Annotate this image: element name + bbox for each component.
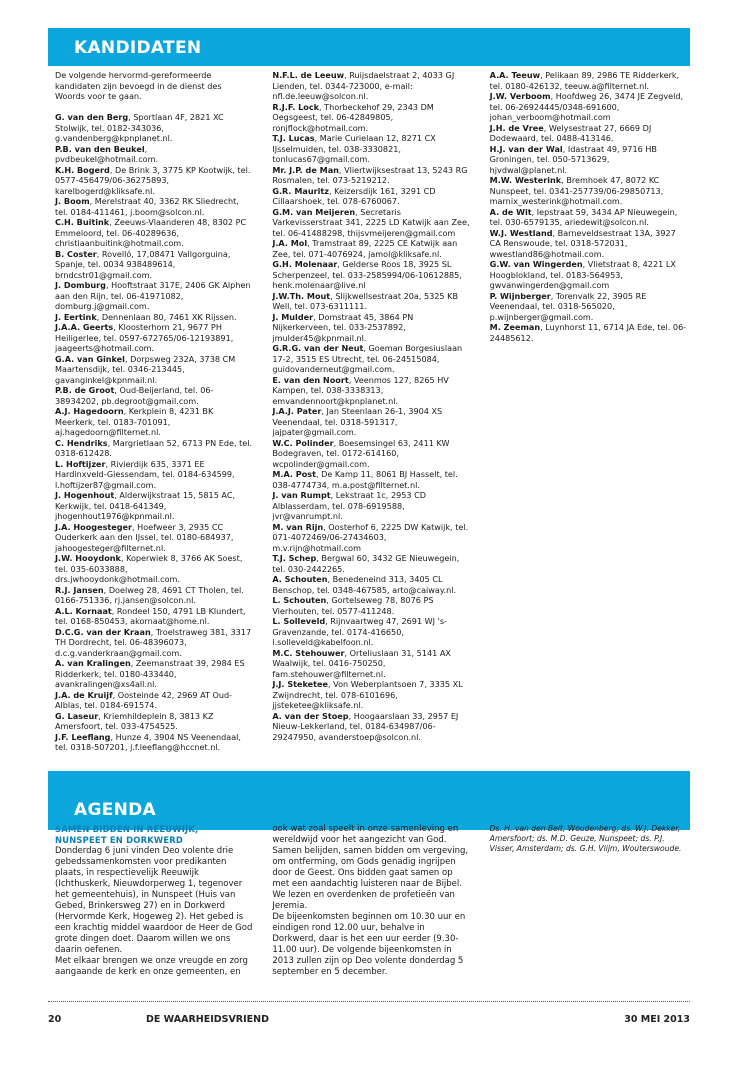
candidate-entry bbox=[55, 711, 252, 732]
agenda-banner bbox=[48, 771, 690, 830]
candidate-name: A.L. Kornaat bbox=[55, 605, 112, 616]
candidate-entry bbox=[55, 354, 252, 386]
candidate-name: R.J. Jansen bbox=[55, 584, 104, 595]
candidate-details: , Veenmos 127, 8265 HV Kampen, tel. 038-3338313, emvandennoort@kpnplanet.nl. bbox=[272, 374, 449, 406]
kandidaten-banner bbox=[48, 28, 690, 66]
candidate-details: , Zeeuws-Vlaanderen 48, 8302 PC Emmeloord, tel. 06-40289636, christiaanbuitink@hotmail.com. bbox=[55, 217, 247, 248]
candidate-entry bbox=[55, 606, 252, 627]
candidate-details: , Troelstraweg 381, 3317 TH Dordrecht, tel. 06-48396073, d.c.g.vanderkraan@gmail.com. bbox=[55, 626, 252, 658]
candidate-name: M.W. Westerink bbox=[489, 175, 562, 185]
candidate-name: G. Laseur bbox=[55, 710, 99, 721]
candidate-details: , Ruijsdaelstraat 2, 4033 GJ Lienden, tel. 0344-723000, e-mail: nfl.de.leeuw@solcon.nl. bbox=[272, 70, 455, 101]
candidate-entry bbox=[490, 70, 687, 91]
candidate-entry bbox=[55, 165, 252, 197]
footer-divider bbox=[48, 1001, 690, 1002]
candidate-details: , Rondeel 150, 4791 LB Klundert, tel. 0168-850453, akornaat@home.nl. bbox=[55, 605, 246, 626]
candidate-entry bbox=[55, 406, 252, 438]
candidate-name: J.A.A. Geerts bbox=[55, 322, 114, 332]
candidate-details: , Welysestraat 27, 6669 DJ Dodewaard, tel. 0488-413146. bbox=[489, 122, 652, 143]
candidate-details: , Keizersdijk 161, 3291 CD Cillaarshoek, tel. 078-6760067. bbox=[272, 185, 436, 206]
candidate-entry bbox=[490, 123, 687, 144]
candidate-name: G.R.G. van der Neut bbox=[272, 343, 364, 353]
candidate-entry bbox=[55, 690, 252, 711]
candidate-entry bbox=[272, 522, 469, 554]
candidate-details: , Dorpsweg 232A, 3738 CM Maartensdijk, tel. 0346-213445, gavanginkel@kpnmail.nl. bbox=[55, 353, 236, 385]
candidate-name: G.A. van Ginkel bbox=[55, 353, 125, 364]
candidate-entry bbox=[490, 228, 687, 260]
issue-date: 30 MEI 2013 bbox=[624, 1014, 690, 1025]
candidate-name: C. Hendriks bbox=[55, 437, 108, 448]
candidate-name: W.C. Polinder bbox=[272, 437, 334, 448]
candidate-details: , Idastraat 49, 9716 HB Groningen, tel. 050-5713629, hjvdwal@planet.nl. bbox=[489, 143, 657, 175]
candidate-name: A.J. Hagedoorn bbox=[55, 406, 124, 416]
candidate-entry bbox=[55, 459, 252, 491]
candidate-details: , Torenvalk 22, 3905 RE Veenendaal, tel. 0318-565020, p.wijnberger@gmail.com. bbox=[489, 290, 647, 322]
candidate-name: A. de Wit bbox=[489, 206, 532, 217]
candidate-details: , Zeemanstraat 39, 2984 ES Ridderkerk, tel. 0180-433440, avankralingen@xs4all.nl. bbox=[55, 658, 245, 689]
candidate-details: , Rijnvaartweg 47, 2691 WJ 's-Gravenzande, tel. 0174-416650, l.solleveld@kabelfoon.nl. bbox=[272, 616, 447, 647]
candidate-name: J.A. Hoogesteger bbox=[55, 521, 133, 532]
agenda-signature: Ds. H. van den Belt, Woudenberg; ds. W.J. Dekker, Amersfoort; ds. M.D. Geuze, Nunspeet; ds. P.J. Visser, Amsterdam; ds. G.H. Vlijm, Wouterswoude. bbox=[489, 824, 682, 853]
candidate-details: , Gortelseweg 78, 8076 PS Vierhouten, tel. 0577-411248. bbox=[272, 595, 434, 616]
candidate-details: , Hoogaarslaan 33, 2957 EJ Nieuw-Lekkerland, tel. 0184-634987/06-29247950, avanderstoep@solcon.nl. bbox=[272, 710, 459, 742]
candidate-details: , Dennenlaan 80, 7461 XK Rijssen. bbox=[96, 311, 237, 322]
candidate-entry bbox=[55, 553, 252, 585]
candidate-details: , Jan Steenlaan 26-1, 3904 XS Veenendaal, tel. 0318-591317, jajpater@gmail.com. bbox=[272, 406, 443, 437]
publication-name: DE WAARHEIDSVRIEND bbox=[146, 1014, 269, 1025]
candidate-name: N.F.L. de Leeuw bbox=[272, 70, 345, 80]
candidate-details: , Hoefweer 3, 2935 CC Ouderkerk aan den IJssel, tel. 0180-684937, jahoogesteger@filternet.nl. bbox=[55, 521, 234, 553]
candidate-details: , Barneveldsestraat 13A, 3927 CA Renswoude, tel. 0318-572031, wwestland86@hotmail.com. bbox=[489, 227, 676, 259]
candidate-entry bbox=[490, 91, 687, 123]
candidate-details: , Bremhoek 47, 8072 KC Nunspeet, tel. 0341-257739/06-29850713, marnix_westerink@hotmail.com. bbox=[489, 175, 664, 206]
kandidaten-title: KANDIDATEN bbox=[74, 38, 202, 58]
candidate-entry bbox=[272, 343, 469, 375]
candidate-name: D.C.G. van der Kraan bbox=[55, 626, 151, 637]
candidate-entry bbox=[55, 196, 252, 217]
candidate-name: A. van der Stoep bbox=[272, 710, 349, 721]
agenda-title: AGENDA bbox=[74, 800, 157, 820]
candidate-name: J.W. Hooydonk bbox=[55, 553, 121, 563]
candidate-name: M. Zeeman bbox=[489, 322, 541, 332]
candidate-details: , Secretaris Varkevisserstraat 341, 2225 LD Katwijk aan Zee, tel. 06-41488298, thijsvmeijeren@gmail.com bbox=[272, 206, 470, 238]
candidate-name: B. Coster bbox=[55, 248, 97, 259]
candidate-entry bbox=[55, 217, 252, 249]
candidate-details: , Marie Curielaan 12, 8271 CX IJsselmuiden, tel. 038-3330821, tonlucas67@gmail.com. bbox=[272, 133, 436, 164]
candidate-name: J.A.J. Pater bbox=[272, 406, 322, 416]
candidate-entry bbox=[272, 70, 469, 102]
candidate-entry bbox=[55, 732, 252, 753]
candidate-name: G.H. Molenaar bbox=[272, 259, 338, 269]
candidate-details: , Hunze 4, 3904 NS Veenendaal, tel. 0318-507201, j.f.leeflang@hccnet.nl. bbox=[55, 731, 241, 752]
candidate-name: L. Hoftijzer bbox=[55, 458, 106, 469]
candidate-entry bbox=[55, 522, 252, 554]
candidate-details: , Tramstraat 89, 2225 CE Katwijk aan Zee, tel. 071-4076924, jamol@kliksafe.nl. bbox=[272, 238, 458, 259]
candidate-entry bbox=[272, 312, 469, 344]
candidate-entry bbox=[272, 406, 469, 438]
candidate-entry bbox=[490, 207, 687, 228]
candidate-entry bbox=[55, 585, 252, 606]
candidate-name: L. Solleveld bbox=[272, 616, 326, 626]
candidate-details: , Merelstraat 40, 3362 RK Sliedrecht, tel. 0184-411461, j.boom@solcon.nl. bbox=[55, 196, 239, 217]
candidate-name: G.M. van Meijeren bbox=[272, 206, 356, 217]
candidate-entry bbox=[55, 280, 252, 312]
candidate-entry bbox=[490, 291, 687, 323]
candidate-entry bbox=[272, 165, 469, 186]
candidate-entry bbox=[272, 574, 469, 595]
candidate-name: A.A. Teeuw bbox=[489, 70, 541, 80]
candidate-entry bbox=[55, 112, 252, 144]
candidate-name: J. Domburg bbox=[55, 280, 106, 290]
candidate-details: , Boesemsingel 63, 2411 KW Bodegraven, tel. 0172-614160, wcpolinder@gmail.com. bbox=[272, 437, 450, 469]
candidate-name: W.J. Westland bbox=[489, 227, 553, 238]
candidate-details: , Lekstraat 1c, 2953 CD Alblasserdam, tel. 078-6919588, jvr@vanrumpt.nl. bbox=[272, 490, 427, 521]
candidate-details: , Vliertwijksestraat 13, 5243 RG Rosmalen, tel. 073-5219212. bbox=[272, 164, 468, 185]
candidate-name: P. Wijnberger bbox=[489, 290, 551, 301]
candidate-name: J. Eertink bbox=[55, 311, 97, 322]
candidate-details: , Koperwiek 8, 3766 AK Soest, tel. 035-6033888, drs.jwhooydonk@hotmail.com. bbox=[55, 553, 243, 584]
candidate-details: , Rivierdijk 635, 3371 EE Hardinxveld-Giessendam, tel. 0184-634599, l.hoftijzer87@gmail.com. bbox=[55, 458, 235, 490]
candidate-name: Mr. J.P. de Man bbox=[272, 164, 339, 175]
candidate-name: A. van Kralingen bbox=[55, 658, 131, 668]
candidate-details: , Kerkplein 8, 4231 BK Meerkerk, tel. 0183-701091, aj.hagedoorn@filternet.nl. bbox=[55, 406, 214, 437]
candidate-entry bbox=[272, 595, 469, 616]
candidate-name: M.C. Stehouwer bbox=[272, 647, 345, 658]
candidate-details: , Oosterhof 6, 2225 DW Katwijk, tel. 071-4072469/06-27434603, m.v.rijn@hotmail.com bbox=[272, 521, 469, 553]
candidate-entry bbox=[272, 375, 469, 407]
candidate-entry bbox=[272, 238, 469, 259]
candidate-details: , De Kamp 11, 8061 BJ Hasselt, tel. 038-4774734, m.a.post@filternet.nl. bbox=[272, 469, 458, 490]
candidate-name: J.F. Leeflang bbox=[55, 731, 111, 742]
candidate-entry bbox=[490, 175, 687, 207]
candidate-entry bbox=[272, 648, 469, 680]
candidate-details: , Rovelló, 17,08471 Vallgorguina, Spanje, tel. 0034 938489614, brndcstr01@gmail.com. bbox=[55, 248, 231, 280]
candidate-details: , Kriemhildeplein 8, 3813 KZ Amersfoort, tel. 033-4754525. bbox=[55, 710, 214, 731]
candidate-details: , Slijkwellsestraat 20a, 5325 KB Well, tel. 073-6311111. bbox=[272, 290, 459, 311]
candidate-details: , Hoofdweg 26, 3474 JE Zegveld, tel. 06-26924445/0348-691600, johan_verboom@hotmail.com bbox=[489, 91, 684, 122]
candidate-details: , Sportlaan 4F, 2821 XC Stolwijk, tel. 0182-343036, g.vandenberg@kpnplanet.nl. bbox=[55, 112, 224, 143]
candidate-entry bbox=[272, 711, 469, 743]
candidate-entry bbox=[272, 133, 469, 165]
candidate-entry bbox=[272, 102, 469, 134]
kandidaten-columns bbox=[55, 70, 687, 760]
candidate-entry bbox=[490, 322, 687, 343]
candidate-entry bbox=[272, 186, 469, 207]
agenda-paragraph: Met elkaar brengen we onze vreugde en zorg aangaande de kerk en onze gemeenten, en ook wat zoal speelt in onze samenleving en wereldwijd voor het aangezicht van God. Samen belijden, samen bidden om vergeving, om ontferming, om Gods genadig ingrijpen door de Geest. Ons bidden gaat samen op met een aandachtig luisteren naar de Bijbel. We lezen en overdenken de profetieën van Jeremia. bbox=[55, 824, 469, 977]
candidate-details: , Orteliuslaan 31, 5141 AX Waalwijk, tel. 0416-750250, fam.stehouwer@filternet.nl. bbox=[272, 647, 451, 679]
candidate-details: , Domstraat 45, 3864 PN Nijkerkerveen, tel. 033-2537892, jmulder45@kpnmail.nl. bbox=[272, 311, 414, 343]
candidate-details: , Margrietlaan 52, 6713 PN Ede, tel. 0318-612428. bbox=[55, 437, 253, 458]
candidate-entry bbox=[55, 627, 252, 659]
candidate-name: J. van Rumpt bbox=[272, 490, 331, 500]
candidate-details: , Benedeneind 313, 3405 CL Benschop, tel. 0348-467585, arto@caiway.nl. bbox=[272, 574, 457, 595]
candidate-details: , Kloosterhorn 21, 9677 PH Heiligerlee, tel. 0597-672765/06-12193891, jaageerts@hotmail.com. bbox=[55, 322, 234, 353]
candidate-name: J.J. Steketee bbox=[272, 679, 329, 689]
candidate-details: , Goeman Borgesiuslaan 17-2, 3515 ES Utrecht, tel. 06-24515084, guidovanderneut@gmail.com. bbox=[272, 343, 463, 374]
candidate-name: K.H. Bogerd bbox=[55, 164, 110, 175]
candidate-name: J.A. de Kruijf bbox=[55, 689, 113, 700]
candidate-details: , pvdbeukel@hotmail.com. bbox=[55, 143, 159, 164]
candidate-name: J.A. Mol bbox=[272, 238, 308, 248]
candidate-name: M.A. Post bbox=[272, 469, 316, 479]
agenda-paragraph: De bijeenkomsten beginnen om 10.30 uur en eindigen rond 12.00 uur, behalve in Dorkwerd, daar is het een uur eerder (9.30-11.00 uur). De volgende bijeenkomsten in 2013 zullen zijn op Deo volente donderdag 5 september en 5 december. bbox=[272, 912, 466, 977]
candidate-name: A. Schouten bbox=[272, 574, 328, 584]
candidate-details: , Vlietstraat 8, 4221 LX Hoogblokland, tel. 0183-564953, gwvanwingerden@gmail.com bbox=[489, 259, 676, 290]
candidate-name: G. van den Berg bbox=[55, 112, 129, 122]
candidate-name: J. Boom bbox=[55, 196, 90, 206]
candidate-entry bbox=[272, 553, 469, 574]
candidate-entry bbox=[272, 291, 469, 312]
candidate-name: G.R. Mauritz bbox=[272, 185, 329, 196]
candidate-name: P.B. van den Beukel bbox=[55, 143, 145, 154]
candidate-details: , Von Weberplantsoen 7, 3335 XL Zwijndrecht, tel. 078-6101696, jjsteketee@kliksafe.nl. bbox=[272, 679, 463, 710]
candidate-entry bbox=[272, 490, 469, 522]
page-number: 20 bbox=[48, 1014, 62, 1025]
candidate-name: J. Hogenhout bbox=[55, 490, 115, 500]
candidate-name: L. Schouten bbox=[272, 595, 327, 605]
candidate-details: , Thorbeckehof 29, 2343 DM Oegsgeest, tel. 06-42849805, ronjflock@hotmail.com. bbox=[272, 101, 434, 133]
candidate-name: M. van Rijn bbox=[272, 521, 324, 532]
candidate-details: , Bergwal 60, 3432 GE Nieuwegein, tel. 030-2442265. bbox=[272, 553, 460, 574]
candidate-entry bbox=[55, 322, 252, 354]
candidate-details: , Gelderse Roos 18, 3925 SL Scherpenzeel, tel. 033-2585994/06-10612885, henk.molenaar@live.nl bbox=[272, 259, 462, 290]
candidate-entry bbox=[55, 385, 252, 406]
candidate-name: J.H. de Vree bbox=[489, 122, 544, 133]
candidate-details: , Pelikaan 89, 2986 TE Ridderkerk, tel. 0180-426132, teeuw.a@filternet.nl. bbox=[489, 70, 680, 91]
candidate-details: , Hooftstraat 317E, 2406 GK Alphen aan den Rijn, tel. 06-41971082, domburg.j@gmail.com. bbox=[55, 280, 251, 311]
candidate-entry bbox=[272, 679, 469, 711]
candidate-name: E. van den Noort bbox=[272, 374, 349, 385]
candidate-name: C.H. Buitink bbox=[55, 217, 110, 227]
candidate-entry bbox=[272, 207, 469, 239]
candidate-name: J.W.Th. Mout bbox=[272, 290, 331, 301]
candidate-name: G.W. van Wingerden bbox=[489, 259, 583, 269]
candidate-entry bbox=[490, 259, 687, 291]
agenda-heading: SAMEN BIDDEN IN REEUWIJK, NUNSPEET EN DORKWERD bbox=[55, 824, 199, 845]
candidate-entry bbox=[272, 259, 469, 291]
candidate-details: , Oud-Beijerland, tel. 06-38934202, pb.degroot@gmail.com. bbox=[55, 385, 214, 406]
candidate-entry bbox=[55, 249, 252, 281]
candidate-name: J. Mulder bbox=[272, 311, 314, 322]
candidate-entry bbox=[490, 144, 687, 176]
agenda-columns bbox=[55, 824, 687, 979]
candidate-name: R.J.F. Lock bbox=[272, 101, 320, 112]
candidate-entry bbox=[55, 312, 252, 323]
candidate-name: T.J. Lucas bbox=[272, 133, 315, 143]
candidate-entry bbox=[272, 438, 469, 470]
candidate-name: T.J. Schep bbox=[272, 553, 317, 563]
candidate-details: , Doelweg 28, 4691 CT Tholen, tel. 0166-751336, rj.jansen@solcon.nl. bbox=[55, 584, 244, 605]
candidate-details: , Luynhorst 11, 6714 JA Ede, tel. 06-24485612. bbox=[489, 322, 687, 343]
candidate-entry bbox=[55, 438, 252, 459]
candidate-details: , Alderwijkstraat 15, 5815 AC, Kerkwijk, tel. 0418-641349, jhogenhout1976@kpnmail.nl. bbox=[55, 490, 236, 521]
candidate-name: H.J. van der Wal bbox=[489, 143, 563, 154]
candidate-name: J.W. Verboom bbox=[489, 91, 551, 101]
candidate-entry bbox=[272, 469, 469, 490]
candidate-name: P.B. de Groot bbox=[55, 385, 115, 395]
candidate-details: , Oosteinde 42, 2969 AT Oud-Alblas, tel. 0184-691574. bbox=[55, 689, 233, 710]
candidate-entry bbox=[272, 616, 469, 648]
kandidaten-intro: De volgende hervormd-gereformeerde kandidaten zijn bevoegd in de dienst des Woords voor te gaan. bbox=[55, 70, 222, 101]
candidate-entry bbox=[55, 144, 252, 165]
agenda-paragraph: Donderdag 6 juni vinden Deo volente drie gebedssamenkomsten voor predikanten plaats, in respectievelijk Reeuwijk (Ichthuskerk, Nieuwdorperweg 1, tegenover het gemeentehuis), in Nunspeet (Huis van Gebed, Brinkersweg 27) en in Dorkwerd (Hervormde Kerk, Hogeweg 2). Het gebed is een krachtig middel waardoor de Heer de God grote dingen doet. Daarom willen we ons daarin oefenen. bbox=[55, 846, 253, 955]
candidate-details: , De Brink 3, 3775 KP Kootwijk, tel. 0577-456479/06-36275893, karelbogerd@kliksafe.nl. bbox=[55, 164, 251, 196]
candidate-entry bbox=[55, 490, 252, 522]
candidate-details: , Iepstraat 59, 3434 AP Nieuwegein, tel. 030-6579135, ariedewit@solcon.nl. bbox=[489, 206, 678, 227]
candidate-entry bbox=[55, 658, 252, 690]
